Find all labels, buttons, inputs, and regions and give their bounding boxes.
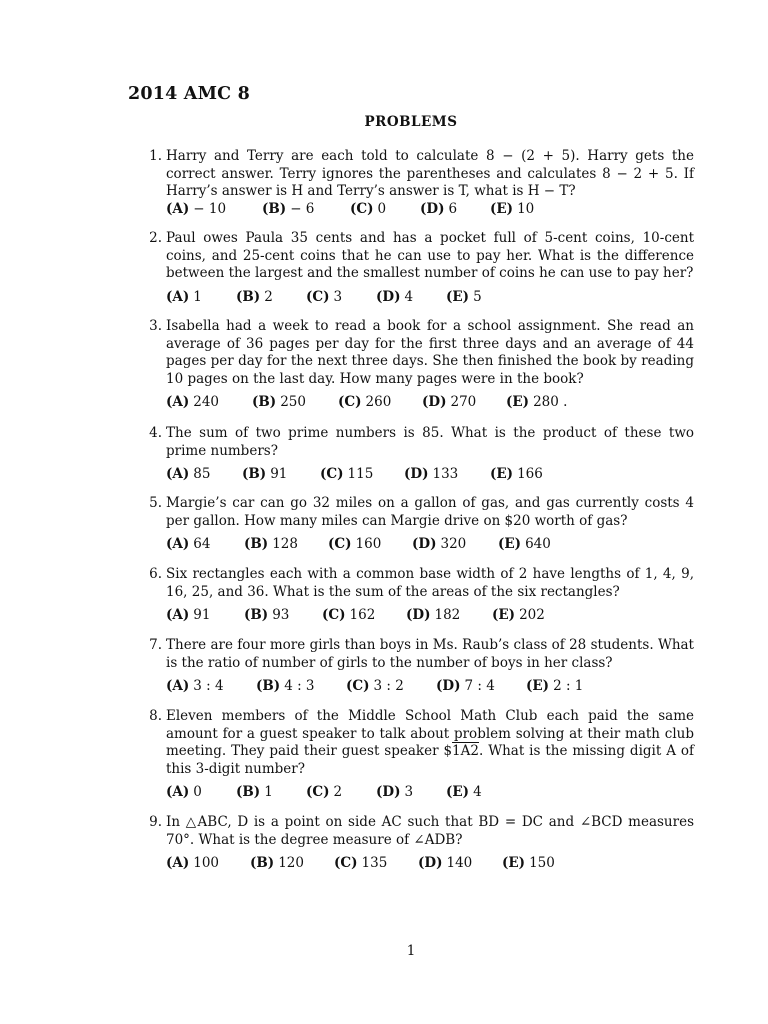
choice-value: 4 (473, 784, 482, 801)
choice-c (334, 855, 418, 873)
choice-label: (B) (250, 855, 275, 872)
choice-e (498, 536, 551, 554)
choice-value: − 6 (290, 200, 315, 217)
choice-label: (C) (328, 536, 352, 553)
choice-d (376, 289, 446, 307)
choice-label: (E) (492, 607, 516, 624)
choice-a (166, 289, 236, 307)
problem-4 (146, 425, 694, 484)
choice-label: (D) (376, 288, 401, 305)
choice-c (346, 678, 436, 696)
answer-choices (166, 201, 694, 219)
problem-number: 9. (149, 814, 162, 830)
choice-e (446, 289, 482, 307)
choice-label: (C) (322, 607, 346, 624)
choice-label: (A) (166, 855, 190, 872)
choice-label: (B) (242, 466, 267, 483)
choice-d (404, 466, 490, 484)
choice-value: 120 (278, 855, 304, 872)
choice-label: (A) (166, 394, 190, 411)
overlined-number: 1A2 (452, 743, 479, 760)
problem-5 (146, 495, 694, 554)
problem-number: 1. (149, 148, 162, 164)
choice-value: 140 (446, 855, 473, 872)
choice-d (422, 394, 506, 412)
choice-value: 3 : 2 (373, 678, 404, 695)
answer-choices (166, 607, 694, 625)
choice-value: 2 : 1 (553, 678, 584, 695)
choice-label: (C) (350, 200, 374, 217)
choice-label: (A) (166, 784, 190, 801)
choice-b (262, 201, 350, 219)
choice-value: 1 (264, 784, 273, 801)
choice-value: 2 (333, 784, 343, 801)
choice-label: (D) (422, 394, 447, 411)
problem-text: Harry and Terry are each told to calculate 8 − (2 + 5). Harry gets the correct answer. Terry ignores the parentheses and calculates 8 − 2 + 5. If Harry’s answer is H and Terry’s answer is T, what is H − T? (166, 148, 694, 200)
problem-number: 6. (149, 566, 162, 582)
choice-e (506, 394, 567, 412)
choice-value: 260 (365, 394, 392, 411)
problem-text-part: . What is the missing digit A of this 3-digit number? (166, 743, 694, 777)
choice-e (446, 784, 482, 802)
choice-e (526, 678, 583, 696)
choice-value: 4 (404, 288, 414, 305)
choice-d (412, 536, 498, 554)
choice-label: (B) (244, 536, 269, 553)
choice-b (250, 855, 334, 873)
choice-value: 85 (193, 466, 211, 483)
answer-choices (166, 394, 694, 412)
choice-label: (E) (446, 784, 470, 801)
problem-number: 2. (149, 230, 162, 246)
choice-label: (D) (406, 607, 431, 624)
problem-number: 4. (149, 425, 162, 441)
problem-7 (146, 637, 694, 696)
choice-label: (E) (490, 200, 514, 217)
choice-c (306, 784, 376, 802)
choice-value: 320 (440, 536, 467, 553)
problem-text: In △ABC, D is a point on side AC such that BD = DC and ∠BCD measures 70°. What is the degree measure of ∠ADB? (166, 814, 694, 848)
choice-a (166, 607, 244, 625)
choice-b (244, 607, 322, 625)
choice-e (492, 607, 545, 625)
choice-label: (E) (506, 394, 530, 411)
choice-value: 166 (517, 466, 543, 483)
choice-e (502, 855, 555, 873)
choice-value: 280 . (533, 394, 568, 411)
problem-9 (146, 814, 694, 873)
choice-label: (E) (446, 288, 470, 305)
choice-label: (A) (166, 200, 190, 217)
problem-8 (146, 708, 694, 802)
problem-number: 3. (149, 318, 162, 334)
choice-value: 162 (349, 607, 376, 624)
choice-label: (A) (166, 288, 190, 305)
choice-value: 182 (434, 607, 461, 624)
choice-label: (B) (236, 288, 261, 305)
choice-label: (E) (490, 466, 514, 483)
choice-value: 240 (193, 394, 220, 411)
answer-choices (166, 289, 694, 307)
choice-d (376, 784, 446, 802)
problem-number: 7. (149, 637, 162, 653)
choice-value: 5 (473, 288, 482, 305)
choice-label: (B) (244, 607, 269, 624)
choice-d (436, 678, 526, 696)
problem-6 (146, 566, 694, 625)
choice-label: (C) (346, 678, 370, 695)
choice-c (328, 536, 412, 554)
answer-choices (166, 784, 694, 802)
choice-label: (C) (338, 394, 362, 411)
choice-label: (E) (498, 536, 522, 553)
choice-b (242, 466, 320, 484)
choice-c (338, 394, 422, 412)
answer-choices (166, 536, 694, 554)
choice-value: 270 (450, 394, 477, 411)
choice-label: (C) (306, 288, 330, 305)
choice-label: (B) (236, 784, 261, 801)
choice-value: 160 (355, 536, 382, 553)
choice-b (236, 784, 306, 802)
choice-label: (B) (262, 200, 287, 217)
choice-value: 3 (333, 288, 343, 305)
choice-value: 6 (448, 200, 458, 217)
choice-label: (D) (412, 536, 437, 553)
choice-label: (C) (334, 855, 358, 872)
choice-label: (A) (166, 678, 190, 695)
problem-text-part: Eleven members of the Middle School Math Club each paid the same amount for a guest speaker to talk about problem solving at their math club meeting. They paid their guest speaker $ (166, 708, 694, 760)
choice-value: 100 (193, 855, 220, 872)
choice-label: (D) (436, 678, 461, 695)
choice-a (166, 678, 256, 696)
choice-label: (D) (404, 466, 429, 483)
choice-c (320, 466, 404, 484)
problem-text: Margie’s car can go 32 miles on a gallon of gas, and gas currently costs 4 per gallon. How many miles can Margie drive on $20 worth of gas? (166, 495, 694, 529)
choice-a (166, 855, 250, 873)
answer-choices (166, 855, 694, 873)
contest-title: 2014 AMC 8 (128, 84, 250, 104)
choice-a (166, 784, 236, 802)
choice-label: (B) (256, 678, 281, 695)
answer-choices (166, 678, 694, 696)
page-number: 1 (406, 943, 416, 959)
problem-text: Six rectangles each with a common base width of 2 have lengths of 1, 4, 9, 16, 25, and 36. What is the sum of the areas of the six rectangles? (166, 566, 694, 600)
choice-value: 128 (272, 536, 298, 553)
choice-value: 91 (193, 607, 211, 624)
choice-label: (D) (418, 855, 443, 872)
choice-value: 64 (193, 536, 211, 553)
problem-text: There are four more girls than boys in Ms. Raub’s class of 28 students. What is the ratio of number of girls to the number of boys in her class? (166, 637, 694, 671)
choice-e (490, 201, 534, 219)
problem-3 (146, 318, 694, 412)
choice-label: (A) (166, 607, 190, 624)
problem-number: 8. (149, 708, 162, 724)
choice-value: 135 (361, 855, 388, 872)
problem-text: Paul owes Paula 35 cents and has a pocket full of 5-cent coins, 10-cent coins, and 25-cent coins that he can use to pay her. What is the difference between the largest and the smallest number of coins he can use to pay her? (166, 230, 694, 282)
choice-d (406, 607, 492, 625)
choice-b (252, 394, 338, 412)
choice-value: 10 (517, 200, 535, 217)
choice-b (236, 289, 306, 307)
choice-value: 150 (529, 855, 555, 872)
choice-value: 3 (404, 784, 414, 801)
problem-text: Isabella had a week to read a book for a school assignment. She read an average of 36 pages per day for the first three days and an average of 44 pages per day for the next three days. She then finished the book by reading 10 pages on the last day. How many pages were in the book? (166, 318, 694, 387)
problem-2 (146, 230, 694, 306)
choice-b (256, 678, 346, 696)
choice-label: (D) (420, 200, 445, 217)
choice-value: 202 (519, 607, 545, 624)
choice-value: 2 (264, 288, 273, 305)
choice-value: 93 (272, 607, 290, 624)
choice-value: 1 (193, 288, 202, 305)
choice-e (490, 466, 543, 484)
choice-value: 3 : 4 (193, 678, 224, 695)
choice-d (420, 201, 490, 219)
choice-value: − 10 (193, 200, 227, 217)
choice-value: 4 : 3 (284, 678, 315, 695)
choice-a (166, 536, 244, 554)
choice-value: 0 (377, 200, 387, 217)
choice-c (306, 289, 376, 307)
choice-c (322, 607, 406, 625)
problem-text: The sum of two prime numbers is 85. What is the product of these two prime numbers? (166, 425, 694, 459)
choice-a (166, 466, 242, 484)
problem-1 (146, 148, 694, 218)
choice-value: 91 (270, 466, 288, 483)
choice-value: 250 (280, 394, 306, 411)
choice-label: (A) (166, 466, 190, 483)
choice-label: (B) (252, 394, 277, 411)
choice-label: (E) (526, 678, 550, 695)
choice-a (166, 394, 252, 412)
choice-d (418, 855, 502, 873)
problem-number: 5. (149, 495, 162, 511)
choice-label: (A) (166, 536, 190, 553)
choice-value: 0 (193, 784, 202, 801)
choice-value: 640 (525, 536, 551, 553)
choice-c (350, 201, 420, 219)
choice-label: (C) (320, 466, 344, 483)
choice-b (244, 536, 328, 554)
choice-value: 7 : 4 (464, 678, 495, 695)
choice-label: (C) (306, 784, 330, 801)
section-heading: PROBLEMS (364, 114, 458, 130)
problem-text (166, 708, 694, 778)
answer-choices (166, 466, 694, 484)
choice-label: (E) (502, 855, 526, 872)
choice-value: 133 (432, 466, 459, 483)
choice-a (166, 201, 262, 219)
choice-label: (D) (376, 784, 401, 801)
choice-value: 115 (347, 466, 374, 483)
